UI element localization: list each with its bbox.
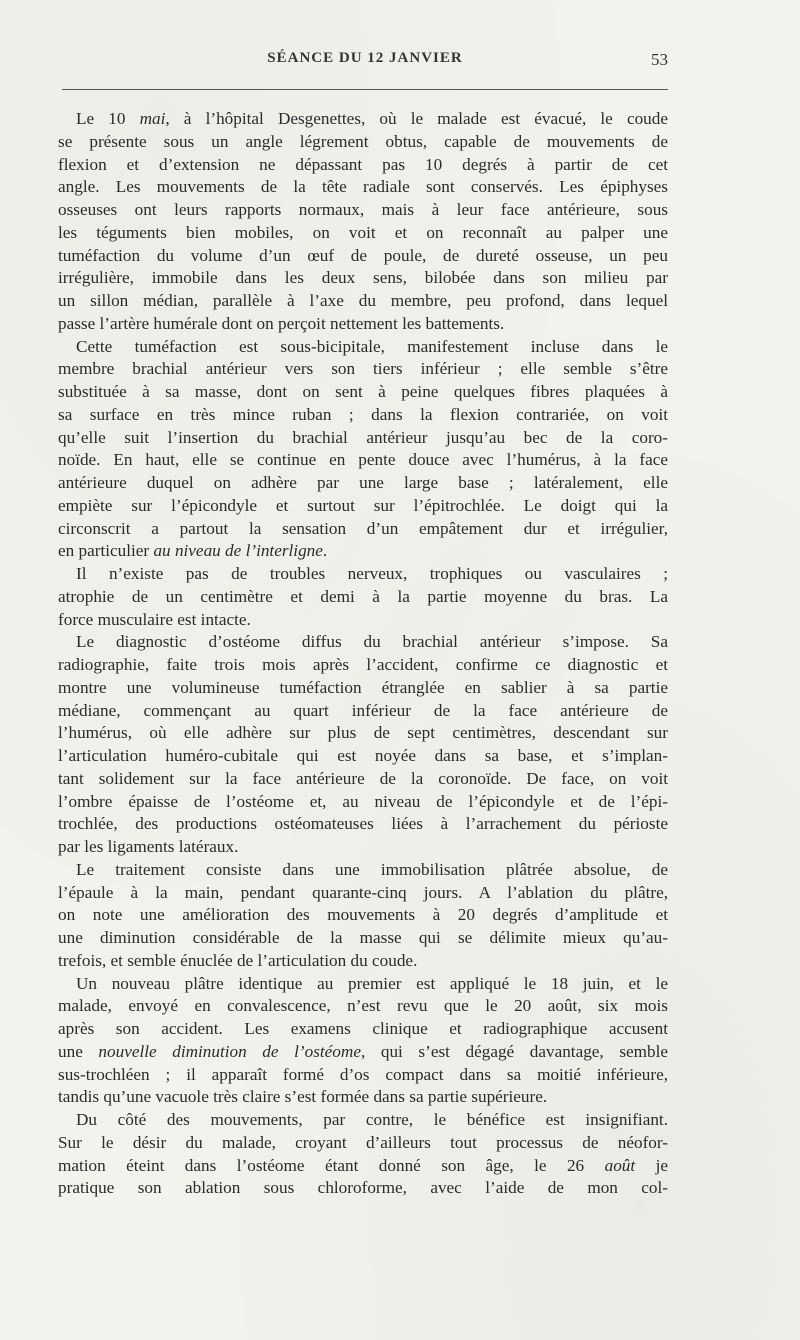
text-line: passe l’artère humérale dont on perçoit nettement les battements. — [58, 313, 505, 333]
text-line: après son accident. Les examens clinique et radiographique accusent — [58, 1019, 668, 1038]
text-line: trefois, et semble énuclée de l’articulation du coude. — [58, 950, 418, 970]
text-line: l’épaule à la main, pendant quarante-cinq jours. A l’ablation du plâtre, — [58, 882, 668, 902]
body-text — [58, 108, 668, 1200]
text-line: qu’elle suit l’insertion du brachial antérieur jusqu’au bec de la coro- — [58, 427, 668, 447]
text-line: irrégulière, immobile dans les deux sens, bilobée dans son milieu par — [58, 268, 668, 288]
text-line: par les ligaments latéraux. — [58, 837, 239, 856]
text-line: tant solidement sur la face antérieure de la coronoïde. De face, on voit — [58, 768, 668, 788]
text-line: un sillon médian, parallèle à l’axe du membre, peu profond, dans lequel — [58, 291, 668, 310]
text-line: tandis qu’une vacuole très claire s’est formée dans sa partie supérieure. — [58, 1087, 548, 1107]
text-line: sa surface en très mince ruban ; dans la flexion contrariée, on voit — [58, 404, 668, 424]
italic-emphasis: nouvelle diminution de l’ostéome — [98, 1041, 361, 1061]
text-line: Le 10 mai, à l’hôpital Desgenettes, où le malade est évacué, le coude — [76, 109, 668, 128]
text-line: radiographie, faite trois mois après l’accident, confirme ce diagnostic et — [58, 655, 668, 674]
text-line: une diminution considérable de la masse qui se délimite mieux qu’au- — [58, 928, 668, 947]
page-number: 53 — [651, 50, 668, 69]
text-line: atrophie de un centimètre et demi à la partie moyenne du bras. La — [58, 586, 668, 606]
text-line: antérieure duquel on adhère par une large base ; latéralement, elle — [58, 473, 668, 492]
text-line: Un nouveau plâtre identique au premier est appliqué le 18 juin, et le — [76, 973, 668, 993]
text-line: Cette tuméfaction est sous-bicipitale, manifestement incluse dans le — [76, 336, 668, 356]
text-line: substituée à sa masse, dont on sent à peine quelques fibres plaquées à — [58, 382, 668, 401]
header-rule — [62, 89, 668, 90]
text-line: se présente sous un angle légrement obtus, capable de mouvements de — [58, 131, 668, 151]
text-line: force musculaire est intacte. — [58, 609, 251, 629]
text-line: médiane, commençant au quart inférieur de la face antérieure de — [58, 700, 668, 720]
text-line: membre brachial antérieur vers son tiers inférieur ; elle semble s’être — [58, 359, 668, 379]
text-line: montre une volumineuse tuméfaction étranglée en sablier à sa partie — [58, 677, 668, 697]
text-line: Sur le désir du malade, croyant d’ailleurs tout processus de néofor- — [58, 1132, 668, 1152]
text-line: Il n’existe pas de troubles nerveux, trophiques ou vasculaires ; — [76, 564, 668, 583]
text-line: noïde. En haut, elle se continue en pente douce avec l’humérus, à la face — [58, 450, 668, 470]
text-line: malade, envoyé en convalescence, n’est revu que le 20 août, six mois — [58, 996, 668, 1016]
text-line: tuméfaction du volume d’un œuf de poule, de dureté osseuse, un peu — [58, 245, 668, 265]
text-line: angle. Les mouvements de la tête radiale sont conservés. Les épiphyses — [58, 177, 668, 197]
text-line: sus-trochléen ; il apparaît formé d’os compact dans sa moitié inférieure, — [58, 1064, 668, 1084]
italic-emphasis: août — [604, 1155, 636, 1175]
text-line: l’articulation huméro-cubitale qui est noyée dans sa base, et s’implan- — [58, 746, 668, 765]
text-line: en particulier au niveau de l’interligne. — [58, 541, 328, 561]
text-line: Du côté des mouvements, par contre, le bénéfice est insignifiant. — [76, 1110, 668, 1129]
text-line: on note une amélioration des mouvements à 20 degrés d’amplitude et — [58, 905, 668, 925]
text-line: empiète sur l’épicondyle et surtout sur l’épitrochlée. Le doigt qui la — [58, 495, 668, 515]
text-line: Le diagnostic d’ostéome diffus du brachial antérieur s’impose. Sa — [76, 632, 668, 652]
text-line: Le traitement consiste dans une immobilisation plâtrée absolue, de — [76, 859, 668, 879]
text-line: les téguments bien mobiles, on voit et on reconnaît au palper une — [58, 222, 668, 242]
text-line: mation éteint dans l’ostéome étant donné son âge, le 26 août je — [58, 1155, 668, 1175]
text-line: pratique son ablation sous chloroforme, avec l’aide de mon col- — [58, 1178, 668, 1198]
running-title: SÉANCE DU 12 JANVIER — [267, 50, 463, 66]
page-header — [62, 50, 668, 76]
text-line: l’ombre épaisse de l’ostéome et, au niveau de l’épicondyle et de l’épi- — [58, 791, 668, 811]
text-line: une nouvelle diminution de l’ostéome, qui s’est dégagé davantage, semble — [58, 1041, 668, 1061]
italic-emphasis: au niveau de l’interligne — [153, 541, 323, 561]
text-line: flexion et d’extension ne dépassant pas 10 degrés à partir de cet — [58, 154, 668, 174]
italic-emphasis: mai — [139, 109, 166, 128]
text-line: osseuses ont leurs rapports normaux, mais à leur face antérieure, sous — [58, 200, 668, 219]
text-line: circonscrit a partout la sensation d’un empâtement dur et irrégulier, — [58, 518, 668, 538]
text-line: trochlée, des productions ostéomateuses liées à l’arrachement du périoste — [58, 814, 668, 834]
text-line: l’humérus, où elle adhère sur plus de sept centimètres, descendant sur — [58, 723, 668, 743]
